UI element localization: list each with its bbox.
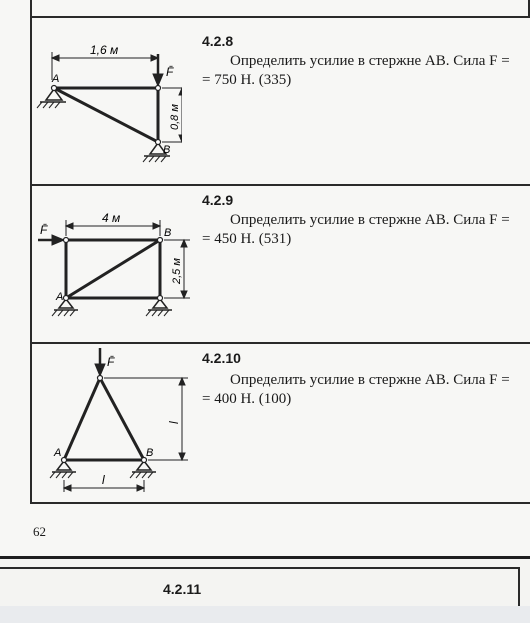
- problem-number: 4.2.10: [202, 350, 241, 366]
- page-number: 62: [33, 524, 46, 539]
- fig-height-label: 0,8 м: [169, 104, 181, 130]
- truss-figure-4-2-10: [32, 344, 192, 502]
- problem-text-line1: Определить усилие в стержне AB. Сила F =: [230, 212, 510, 228]
- fig-height-label: l: [167, 421, 181, 424]
- fig-node-b: B: [146, 447, 154, 459]
- problem-text: [202, 371, 527, 409]
- fig-node-b: B: [164, 227, 172, 239]
- problem-text-line2: = 400 Н. (100): [202, 391, 292, 407]
- fig-force-label: F̄: [40, 223, 48, 237]
- fig-height-label: 2,5 м: [171, 258, 183, 284]
- problem-text: [202, 52, 527, 90]
- next-problem-number: 4.2.11: [163, 581, 202, 597]
- problem-number: 4.2.9: [202, 192, 234, 208]
- fig-force-label: F̄: [107, 355, 115, 369]
- viewer-bottom-bar: [0, 606, 530, 623]
- problem-cell-4-2-10: [30, 344, 530, 504]
- problem-text: [202, 211, 527, 249]
- problem-cell-4-2-8: [30, 18, 530, 186]
- problem-text-line1: Определить усилие в стержне AB. Сила F =: [230, 372, 510, 388]
- problem-text-line2: = 450 Н. (531): [202, 231, 292, 247]
- fig-force-label: F̄: [166, 65, 174, 79]
- truss-figure-4-2-8: [32, 18, 182, 184]
- fig-node-a: A: [56, 291, 64, 303]
- fig-width-label: l: [102, 473, 105, 487]
- problem-text-line2: = 750 Н. (335): [202, 72, 292, 88]
- fig-node-a: A: [52, 73, 60, 85]
- fig-width-label: 4 м: [102, 211, 121, 225]
- problem-cell-4-2-9: [30, 186, 530, 344]
- fig-node-b: B: [163, 144, 171, 156]
- problem-text-line1: Определить усилие в стержне AB. Сила F =: [230, 53, 510, 69]
- problem-number: 4.2.8: [202, 33, 234, 49]
- previous-problem-frame: [30, 0, 530, 18]
- fig-width-label: 1,6 м: [90, 43, 119, 57]
- truss-figure-4-2-9: [32, 186, 192, 342]
- fig-node-a: A: [54, 447, 62, 459]
